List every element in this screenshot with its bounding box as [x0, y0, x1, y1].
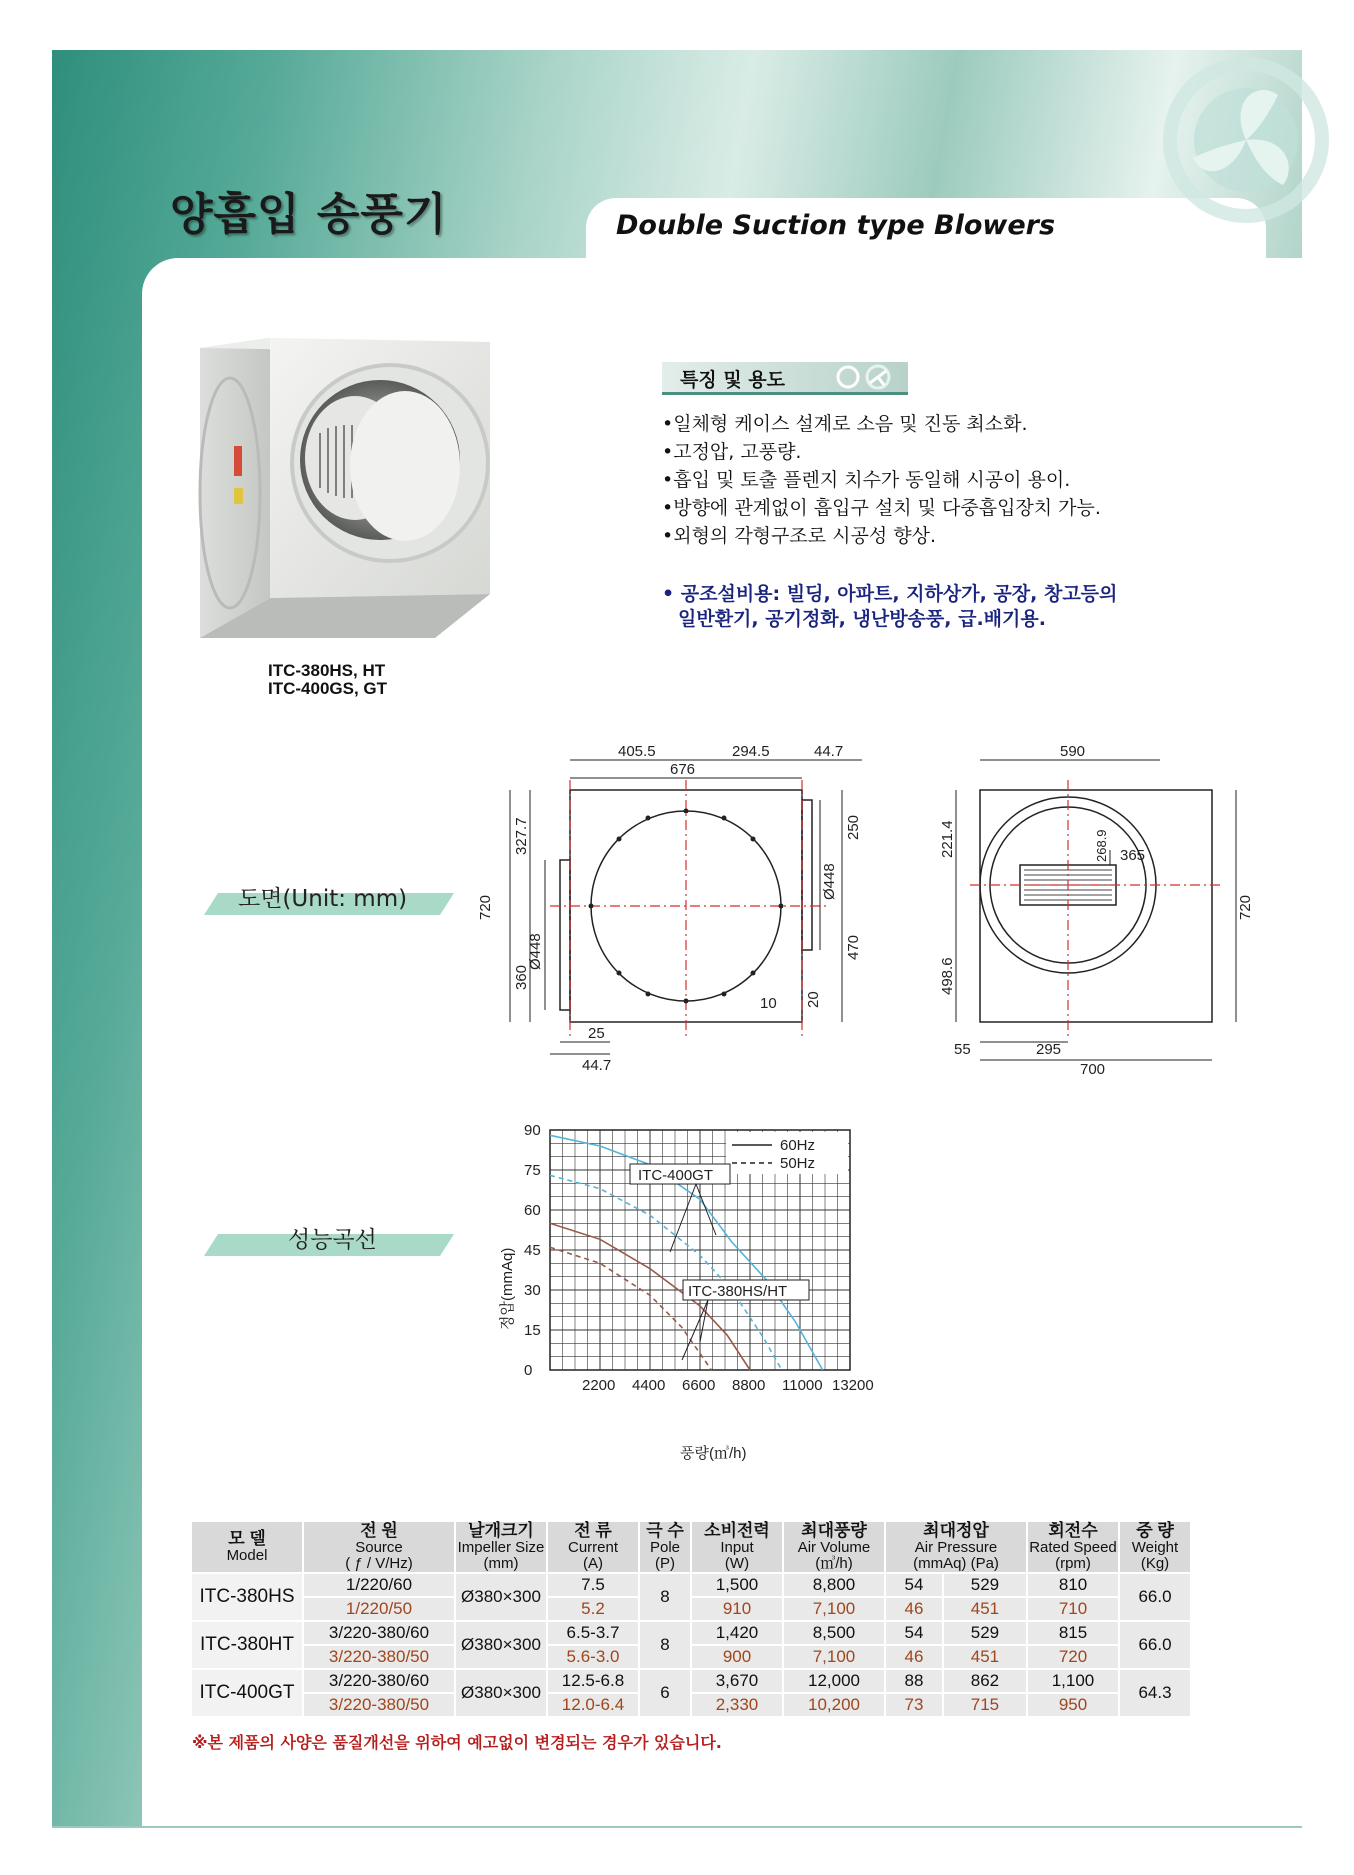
header-cell: 회전수 Rated Speed (rpm) [1027, 1521, 1119, 1573]
y-tick-label: 15 [524, 1322, 541, 1339]
dim-label: 700 [1080, 1061, 1106, 1078]
header-cell: 최대정압 Air Pressure (mmAq) (Pa) [885, 1521, 1027, 1573]
input-cell: 1,500 [691, 1573, 783, 1597]
header-cell: 전 류 Current (A) [547, 1521, 639, 1573]
dim-label: 268.9 [1094, 829, 1109, 862]
x-tick-label: 13200 [832, 1377, 874, 1394]
pressure-mmaq-cell: 46 [885, 1645, 943, 1669]
input-cell: 900 [691, 1645, 783, 1669]
page-subtitle: Double Suction type Blowers [616, 210, 1056, 241]
dim-label: 327.7 [513, 817, 530, 855]
weight-cell: 66.0 [1119, 1621, 1191, 1669]
dim-label: 720 [1237, 894, 1254, 920]
x-tick-label: 8800 [732, 1377, 766, 1394]
dim-label: 590 [1060, 743, 1086, 760]
feature-item: • 외형의 각형구조로 시공성 향상. [662, 522, 1101, 550]
y-tick-label: 45 [524, 1242, 541, 1259]
header-cell: 모 델 Model [191, 1521, 303, 1573]
input-cell: 2,330 [691, 1693, 783, 1717]
y-tick-label: 30 [524, 1282, 541, 1299]
source-cell: 3/220-380/50 [303, 1645, 455, 1669]
source-cell: 3/220-380/60 [303, 1669, 455, 1693]
dim-label: 221.4 [939, 820, 956, 858]
header-cell: 소비전력 Input (W) [691, 1521, 783, 1573]
pressure-mmaq-cell: 46 [885, 1597, 943, 1621]
y-tick-label: 0 [524, 1362, 533, 1379]
dim-label: 365 [1120, 847, 1146, 864]
feature-item: • 흡입 및 토출 플렌지 치수가 동일해 시공이 용이. [662, 466, 1101, 494]
current-cell: 6.5-3.7 [547, 1621, 639, 1645]
current-cell: 5.6-3.0 [547, 1645, 639, 1669]
volume-cell: 8,500 [783, 1621, 885, 1645]
current-cell: 7.5 [547, 1573, 639, 1597]
dim-label: 720 [477, 894, 494, 920]
speed-cell: 720 [1027, 1645, 1119, 1669]
pressure-mmaq-cell: 73 [885, 1693, 943, 1717]
table-row [191, 1693, 1191, 1717]
annotation-label: ITC-380HS/HT [688, 1283, 788, 1300]
drawing-label-text: 도면(Unit: mm) [238, 886, 408, 912]
model-caption-line: ITC-380HS, HT [268, 661, 386, 680]
dim-label: 676 [670, 761, 696, 778]
volume-cell: 8,800 [783, 1573, 885, 1597]
x-axis-label: 풍량(㎥/h) [680, 1445, 747, 1462]
x-tick-label: 4400 [632, 1377, 666, 1394]
dim-label: 360 [513, 964, 530, 990]
impeller-cell: Ø380×300 [455, 1669, 547, 1717]
model-caption [268, 662, 387, 698]
legend-label: 50Hz [780, 1155, 816, 1172]
model-cell: ITC-380HS [191, 1573, 303, 1621]
y-tick-label: 90 [524, 1122, 541, 1139]
table-row [191, 1597, 1191, 1621]
x-tick-label: 6600 [682, 1377, 716, 1394]
blower-product-image [190, 338, 520, 650]
dim-label: 20 [805, 991, 822, 1008]
features-heading-bar [662, 362, 908, 395]
dim-label: 405.5 [618, 743, 656, 760]
header-cell: 최대풍량 Air Volume (㎥/h) [783, 1521, 885, 1573]
dim-label: 498.6 [939, 957, 956, 995]
pressure-mmaq-cell: 54 [885, 1621, 943, 1645]
pole-cell: 8 [639, 1573, 691, 1621]
model-cell: ITC-400GT [191, 1669, 303, 1717]
usage-line: • 공조설비용: 빌딩, 아파트, 지하상가, 공장, 창고등의 [662, 583, 1118, 605]
speed-cell: 710 [1027, 1597, 1119, 1621]
annotation-label: ITC-400GT [638, 1167, 714, 1184]
dim-label: Ø448 [527, 933, 544, 970]
dim-label: 25 [588, 1025, 605, 1042]
dim-label: 55 [954, 1041, 971, 1058]
input-cell: 3,670 [691, 1669, 783, 1693]
feature-item: • 방향에 관계없이 흡입구 설치 및 다중흡입장치 가능. [662, 494, 1101, 522]
pressure-pa-cell: 451 [943, 1645, 1027, 1669]
performance-label-text: 성능곡선 [288, 1227, 377, 1253]
pole-cell: 6 [639, 1669, 691, 1717]
header-cell: 중 량 Weight (Kg) [1119, 1521, 1191, 1573]
feature-item: • 일체형 케이스 설계로 소음 및 진동 최소화. [662, 410, 1101, 438]
volume-cell: 7,100 [783, 1645, 885, 1669]
volume-cell: 7,100 [783, 1597, 885, 1621]
y-axis-label: 정압(mmAq) [499, 1247, 516, 1330]
x-tick-label: 11000 [782, 1377, 823, 1394]
header-cell: 극 수 Pole (P) [639, 1521, 691, 1573]
pressure-mmaq-cell: 88 [885, 1669, 943, 1693]
table-row [191, 1645, 1191, 1669]
source-cell: 1/220/50 [303, 1597, 455, 1621]
pressure-pa-cell: 862 [943, 1669, 1027, 1693]
current-cell: 5.2 [547, 1597, 639, 1621]
speed-cell: 815 [1027, 1621, 1119, 1645]
spec-table [190, 1520, 1192, 1718]
speed-cell: 950 [1027, 1693, 1119, 1717]
current-cell: 12.5-6.8 [547, 1669, 639, 1693]
disclaimer-note: ※본 제품의 사양은 품질개선을 위하여 예고없이 변경되는 경우가 있습니다. [192, 1733, 722, 1752]
x-tick-label: 2200 [582, 1377, 616, 1394]
dim-label: 295 [1036, 1041, 1062, 1058]
bottom-rule [52, 1826, 1302, 1828]
fan-logo-icon [1158, 40, 1308, 240]
performance-chart [490, 1120, 910, 1465]
volume-cell: 10,200 [783, 1693, 885, 1717]
source-cell: 1/220/60 [303, 1573, 455, 1597]
source-cell: 3/220-380/60 [303, 1621, 455, 1645]
dim-label: 44.7 [814, 743, 844, 760]
header-cell: 날개크기 Impeller Size (mm) [455, 1521, 547, 1573]
dim-label: 294.5 [732, 743, 770, 760]
model-caption-line: ITC-400GS, GT [268, 679, 388, 698]
header-cell: 전 원 Source ( ƒ / V/Hz) [303, 1521, 455, 1573]
weight-cell: 64.3 [1119, 1669, 1191, 1717]
dim-label: 10 [760, 995, 777, 1012]
legend-label: 60Hz [780, 1137, 816, 1154]
impeller-cell: Ø380×300 [455, 1573, 547, 1621]
weight-cell: 66.0 [1119, 1573, 1191, 1621]
side-view-drawing [920, 740, 1254, 1080]
source-cell: 3/220-380/50 [303, 1693, 455, 1717]
table-row [191, 1573, 1191, 1597]
dim-label: 470 [845, 934, 862, 960]
page-title: 양흡입 송풍기 [170, 189, 448, 240]
current-cell: 12.0-6.4 [547, 1693, 639, 1717]
pressure-mmaq-cell: 54 [885, 1573, 943, 1597]
usage-line: 일반환기, 공기정화, 냉난방송풍, 급.배기용. [678, 608, 1046, 630]
table-row [191, 1621, 1191, 1645]
drawing-label [204, 886, 454, 915]
dim-label: Ø448 [821, 863, 838, 900]
feature-list [662, 410, 1101, 550]
y-tick-label: 60 [524, 1202, 541, 1219]
features-heading: 특징 및 용도 [680, 369, 785, 391]
speed-cell: 810 [1027, 1573, 1119, 1597]
table-row [191, 1669, 1191, 1693]
front-view-drawing [470, 740, 870, 1080]
impeller-cell: Ø380×300 [455, 1621, 547, 1669]
speed-cell: 1,100 [1027, 1669, 1119, 1693]
dim-label: 250 [845, 814, 862, 840]
performance-label [204, 1227, 454, 1256]
pressure-pa-cell: 451 [943, 1597, 1027, 1621]
pole-cell: 8 [639, 1621, 691, 1669]
dim-label: 44.7 [582, 1057, 612, 1074]
input-cell: 910 [691, 1597, 783, 1621]
model-cell: ITC-380HT [191, 1621, 303, 1669]
pressure-pa-cell: 715 [943, 1693, 1027, 1717]
pressure-pa-cell: 529 [943, 1621, 1027, 1645]
input-cell: 1,420 [691, 1621, 783, 1645]
usage-text [662, 582, 1117, 632]
feature-item: • 고정압, 고풍량. [662, 438, 1101, 466]
fan-pattern-icon [828, 362, 908, 392]
pressure-pa-cell: 529 [943, 1573, 1027, 1597]
y-tick-label: 75 [524, 1162, 541, 1179]
volume-cell: 12,000 [783, 1669, 885, 1693]
